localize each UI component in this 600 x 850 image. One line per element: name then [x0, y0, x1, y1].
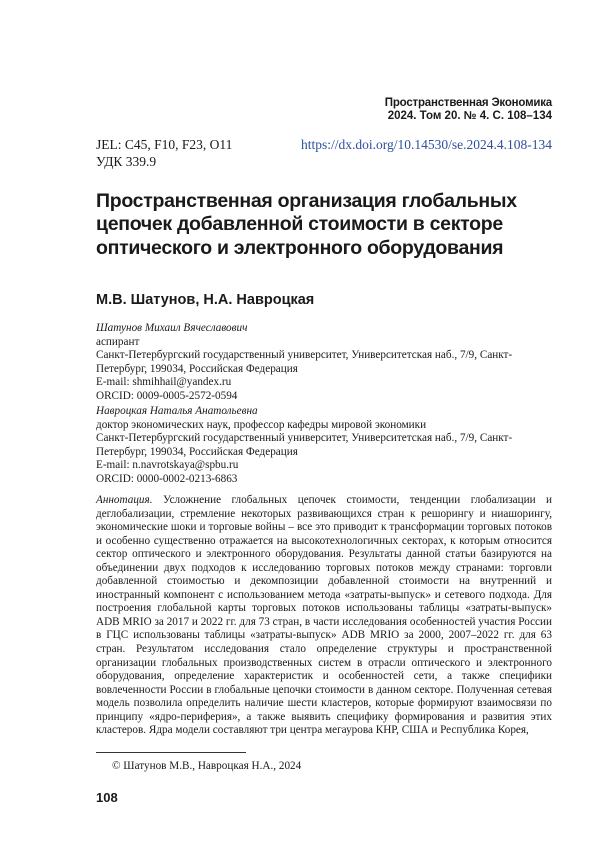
article-authors: М.В. Шатунов, Н.А. Навроцкая	[96, 292, 315, 308]
author-position: доктор экономических наук, профессор кафедры мировой экономики	[96, 418, 427, 431]
author-name: Навроцкая Наталья Анатольевна	[96, 405, 258, 417]
author-affiliation: Санкт-Петербургский государственный университет, Университетская наб., 7/9, Санкт-Петербург, 199034, Российская Федерация	[96, 349, 513, 375]
author-name: Шатунов Михаил Вячеславович	[96, 322, 248, 334]
author-affiliation: Санкт-Петербургский государственный университет, Университетская наб., 7/9, Санкт-Петербург, 199034, Российская Федерация	[96, 432, 513, 458]
author-email[interactable]: E-mail: shmihhail@yandex.ru	[96, 376, 232, 389]
jel-codes: JEL: C45, F10, F23, O11	[96, 137, 233, 152]
classification-codes	[96, 136, 232, 170]
author-email[interactable]: E-mail: n.navrotskaya@spbu.ru	[96, 459, 239, 472]
abstract-label: Аннотация.	[96, 494, 153, 506]
journal-issue: 2024. Том 20. № 4. С. 108–134	[387, 110, 552, 122]
abstract	[96, 494, 552, 738]
journal-name: Пространственная Экономика	[384, 97, 552, 109]
copyright-notice: © Шатунов М.В., Навроцкая Н.А., 2024	[112, 760, 302, 772]
author-orcid: ORCID: 0009-0005-2572-0594	[96, 389, 238, 402]
footnote-divider	[96, 752, 246, 753]
doi-link[interactable]: https://dx.doi.org/10.14530/se.2024.4.108-134	[300, 137, 552, 152]
author-block-2	[96, 405, 552, 487]
article-title: Пространственная организация глобальных цепочек добавленной стоимости в секторе оптического и электронного оборудования	[96, 190, 517, 259]
abstract-text: Усложнение глобальных цепочек стоимости, тенденции глобализации и деглобализации, стремление некоторых развивающихся стран к решорингу и ниашорингу, экономические шоки и торговые войны – все это приводит к трансформации торговых потоков и особенно существенно отражается на высокотехнологичных секторах, к которым относится сектор оптического и электронного оборудования. Результаты данной статьи базируются на объединении двух подходов к исследованию торговых потоков между странами: торговли добавленной стоимостью и декомпозиции добавленной стоимости на внутренний и иностранный компонент с использованием метода «затраты-выпуск» и сетевого подхода. Для построения глобальной карты торговых потоков использованы таблицы «затраты-выпуск» ADB MRIO за 2017 и 2022 гг. для 73 стран, в части исследования особенностей участия России в ГЦС использованы таблицы «затраты-выпуск» ADB MRIO за 2000, 2007–2022 гг. для 63 стран. Результатом исследования стало определение структуры и пространственной организации глобальных производственных систем в отрасли оптического и электронного оборудования, определение характеристик и особенностей сети, а также специфики вовлеченности России в глобальные цепочки стоимости в данном секторе. Полученная сетевая модель позволила определить наличие шести кластеров, которые формируют взаимосвязи по принципу «ядро-периферия», а также выявить специфику формирования и развития этих кластеров. Ядра модели составляют три центра мегаурова КНР, США и Республика Корея,	[96, 494, 553, 737]
udk-code: УДК 339.9	[96, 154, 157, 169]
page-number: 108	[96, 790, 118, 805]
journal-header	[385, 97, 552, 123]
author-orcid: ORCID: 0000-0002-0213-6863	[96, 472, 238, 485]
author-block-1	[96, 322, 552, 404]
author-position: аспирант	[96, 335, 140, 348]
